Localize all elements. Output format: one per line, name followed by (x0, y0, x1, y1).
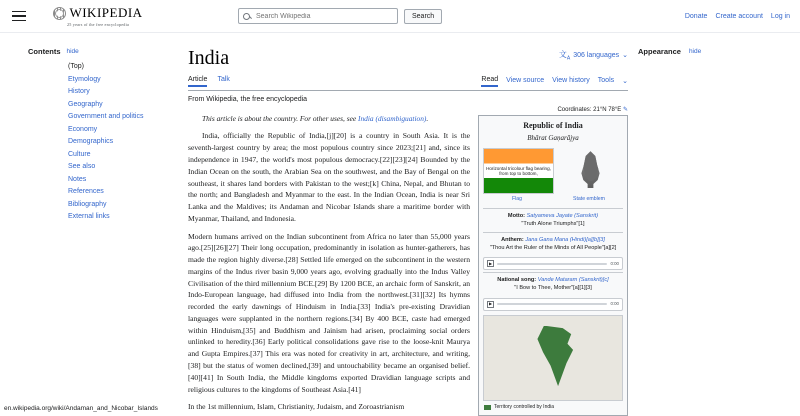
log-in-link[interactable]: Log in (770, 12, 790, 20)
article-main (188, 33, 628, 414)
toc-link[interactable]: Economy (68, 125, 98, 133)
anthem-value[interactable]: Jana Gana Mana (Hindi)[a][b][3] (525, 237, 605, 244)
motto-key: Motto: (507, 213, 525, 220)
wordmark: WIKIPEDIA (69, 5, 143, 20)
toc-link[interactable]: Bibliography (68, 200, 107, 208)
search-input[interactable] (254, 12, 393, 21)
play-icon[interactable]: ▶ (488, 300, 493, 306)
infobox-subtitle: Bhārat Gaṇarājya (527, 134, 579, 143)
language-icon: 文$_A$ (558, 50, 571, 62)
national-song-time: 0:00 (610, 300, 619, 306)
anthem-progress-bar[interactable] (497, 263, 607, 265)
toc-link[interactable]: Demographics (68, 138, 114, 145)
status-bar-url: en.wikipedia.org/wiki/Andaman_and_Nicobar_Islands (0, 402, 162, 414)
tab-talk[interactable]: Talk (217, 76, 230, 83)
infobox-anthem-row (479, 235, 627, 254)
toc-link[interactable]: Etymology (68, 75, 101, 83)
hamburger-icon[interactable] (10, 7, 28, 25)
flag-of-india: Horizontal tricolour flag bearing, from top to bottom, (483, 148, 554, 194)
anthem-translation: "Thou Art the Ruler of the Minds of All People"[a][2] (489, 244, 617, 251)
site-header (0, 0, 800, 33)
sidebar-item-notes[interactable] (68, 176, 178, 183)
contents-header (28, 47, 178, 56)
tab-view-source[interactable]: View source (506, 77, 545, 84)
country-infobox (478, 115, 628, 416)
motto-value[interactable]: Satyameva Jayate (Sanskrit) (526, 213, 599, 220)
appearance-title: Appearance (638, 47, 681, 56)
anthem-key: Anthem: (501, 237, 524, 244)
play-icon[interactable]: ▶ (488, 260, 493, 266)
toc-link[interactable]: References (68, 188, 104, 195)
state-emblem-of-india (558, 148, 623, 194)
sidebar-item-demographics[interactable] (68, 138, 178, 145)
appearance-header (638, 47, 790, 56)
coordinates[interactable] (188, 106, 628, 113)
infobox-symbols (479, 148, 627, 194)
tab-tools[interactable]: Tools (597, 77, 615, 84)
tools-chevron-down-icon[interactable]: ⌄ (622, 77, 628, 85)
national-song-key: National song: (497, 277, 537, 284)
paragraph-1: India, officially the Republic of India,[j][20] is a country in South Asia. It is the seventh-largest country by area; the most populous country since 2023;[21] and, since its independence in 1947, the world's most populous democracy.[22][23][24] Bounded by the Indian Ocean on the south, the Arabian Sea on the southwest, and the Bay of Bengal on the southeast, it shares land borders with Pakistan to the west;[k] China, Nepal, and Bhutan to the north; and Bangladesh and Myanmar to the east. In the Indian Ocean, India is near Sri Lanka and the Maldives; its Andaman and Nicobar Islands share a maritime border with Myanmar, Thailand, and Indonesia. (188, 131, 470, 223)
sidebar-item-culture[interactable] (68, 151, 178, 158)
create-account-link[interactable]: Create account (715, 12, 763, 20)
paragraph-2: Modern humans arrived on the Indian subcontinent from Africa no later than 55,000 years ago.[25][26][27] Their long occupation, predominantly in isolation as hunter-gatherers, has made the region highly diverse.[28] Settled life emerged on the subcontinent in the western margins of the Indus river basin 9,000 years ago, evolving gradually into the Indus Valley Civilisation of the third millennium BCE.[29] By 1200 BCE, an archaic form of Sanskrit, an Indo-European language, had diffused into India from the northwest.[31][32] Its hymns recorded the early dawnings of Hinduism in India.[33] India's pre-existing Dravidian languages were supplanted in the northern regions.[34] By 400 BCE, caste had emerged within Hinduism,[35] and Buddhism and Jainism had arisen, proclaiming social orders unlinked to heredity.[36] Early political consolidations gave rise to the loose-knit Maurya and Gupta Empires.[37] This era was noted for creativity in art, architecture, and writing,[38] but the status of women declined,[39] and untouchability became an organised belief.[40][41] In South India, the Middle kingdoms exported Dravidian language scripts and religious cultures to the kingdoms of Southeast Asia.[41] (188, 231, 470, 394)
search-icon (243, 13, 250, 20)
flag-label[interactable]: Flag (511, 196, 523, 203)
legend-swatch (484, 405, 491, 410)
sidebar-item-external-links[interactable] (68, 213, 178, 220)
sidebar-item-history[interactable] (68, 88, 178, 95)
divider (483, 208, 623, 209)
divider (483, 232, 623, 233)
motto-translation: "Truth Alone Triumphs"[1] (521, 220, 585, 227)
sidebar-item-etymology[interactable] (68, 76, 178, 83)
header-links (685, 13, 790, 20)
from-wikipedia-line: From Wikipedia, the free encyclopedia (188, 96, 308, 103)
anthem-audio-player[interactable] (483, 257, 623, 270)
emblem-label[interactable]: State emblem (572, 196, 605, 203)
toc-link[interactable]: Culture (68, 150, 91, 158)
logo-tagline: 25 years of the free encyclopedia (66, 22, 130, 27)
toc-link[interactable]: Notes (68, 175, 87, 183)
map-legend (479, 401, 627, 412)
tab-view-history[interactable]: View history (552, 77, 590, 84)
coordinates-text: Coordinates: 21°N 78°E (557, 107, 622, 113)
hatnote-post: . (426, 114, 429, 123)
chevron-down-icon[interactable]: ⌄ (622, 52, 628, 60)
wikipedia-logo[interactable] (38, 5, 158, 27)
tabs-right (481, 76, 628, 87)
infobox-national-song-row (479, 275, 627, 294)
sidebar-item-government-and-politics[interactable] (68, 113, 178, 120)
sidebar-item-top[interactable] (68, 63, 178, 70)
emblem-icon (579, 151, 603, 191)
sidebar-item-references[interactable] (68, 188, 178, 195)
toc-link[interactable]: External links (68, 213, 110, 220)
legend-label: Territory controlled by India (494, 403, 555, 410)
article-tabs (188, 76, 628, 91)
national-song-progress-bar[interactable] (497, 303, 607, 305)
sidebar-item-see-also[interactable] (68, 163, 178, 170)
contents-sidebar (0, 33, 188, 414)
infobox-title: Republic of India (523, 121, 583, 130)
contents-hide-button[interactable]: hide (66, 48, 79, 55)
edit-coordinates-icon[interactable]: ✎ (622, 107, 628, 113)
page-title: India (188, 47, 230, 69)
donate-link[interactable]: Donate (684, 12, 708, 20)
anthem-time: 0:00 (610, 260, 619, 266)
national-song-value[interactable]: Vande Mataram (Sanskrit)[c] (537, 277, 609, 284)
language-count[interactable]: 306 languages (573, 51, 620, 59)
sidebar-item-economy[interactable] (68, 126, 178, 133)
paragraph-3: In the 1st millennium, Islam, Christianity, Judaism, and Zoroastrianism (188, 402, 405, 412)
search-area (238, 8, 442, 24)
hatnote-link[interactable]: India (disambiguation) (358, 114, 427, 123)
infobox-motto-row (479, 211, 627, 230)
globe-icon (53, 7, 66, 20)
toc-link[interactable]: (Top) (68, 63, 84, 70)
divider (483, 272, 623, 273)
hatnote-pre: This article is about the country. For other uses, see (202, 114, 359, 123)
toc-link[interactable]: See also (68, 163, 96, 170)
page-body (0, 33, 800, 414)
sidebar-item-geography[interactable] (68, 101, 178, 108)
toc-link[interactable]: Geography (68, 100, 103, 108)
search-box[interactable] (238, 8, 398, 24)
toc-list (28, 63, 178, 220)
infobox-symbol-captions (479, 194, 627, 206)
language-selector[interactable] (559, 49, 628, 62)
contents-title: Contents (28, 47, 61, 56)
india-location-map (483, 315, 623, 401)
national-song-audio-player[interactable] (483, 298, 623, 311)
national-song-translation: "I Bow to Thee, Mother"[a][1][3] (514, 285, 592, 292)
tabs-left (188, 76, 230, 87)
appearance-rail (628, 33, 800, 414)
tab-article[interactable]: Article (188, 76, 207, 87)
toc-link[interactable]: History (68, 88, 90, 95)
toc-link[interactable]: Government and politics (68, 113, 144, 120)
tab-read[interactable]: Read (481, 76, 498, 87)
article-body (188, 113, 628, 413)
appearance-hide-button[interactable]: hide (688, 48, 702, 55)
search-button[interactable]: Search (404, 9, 442, 24)
sidebar-item-bibliography[interactable] (68, 201, 178, 208)
